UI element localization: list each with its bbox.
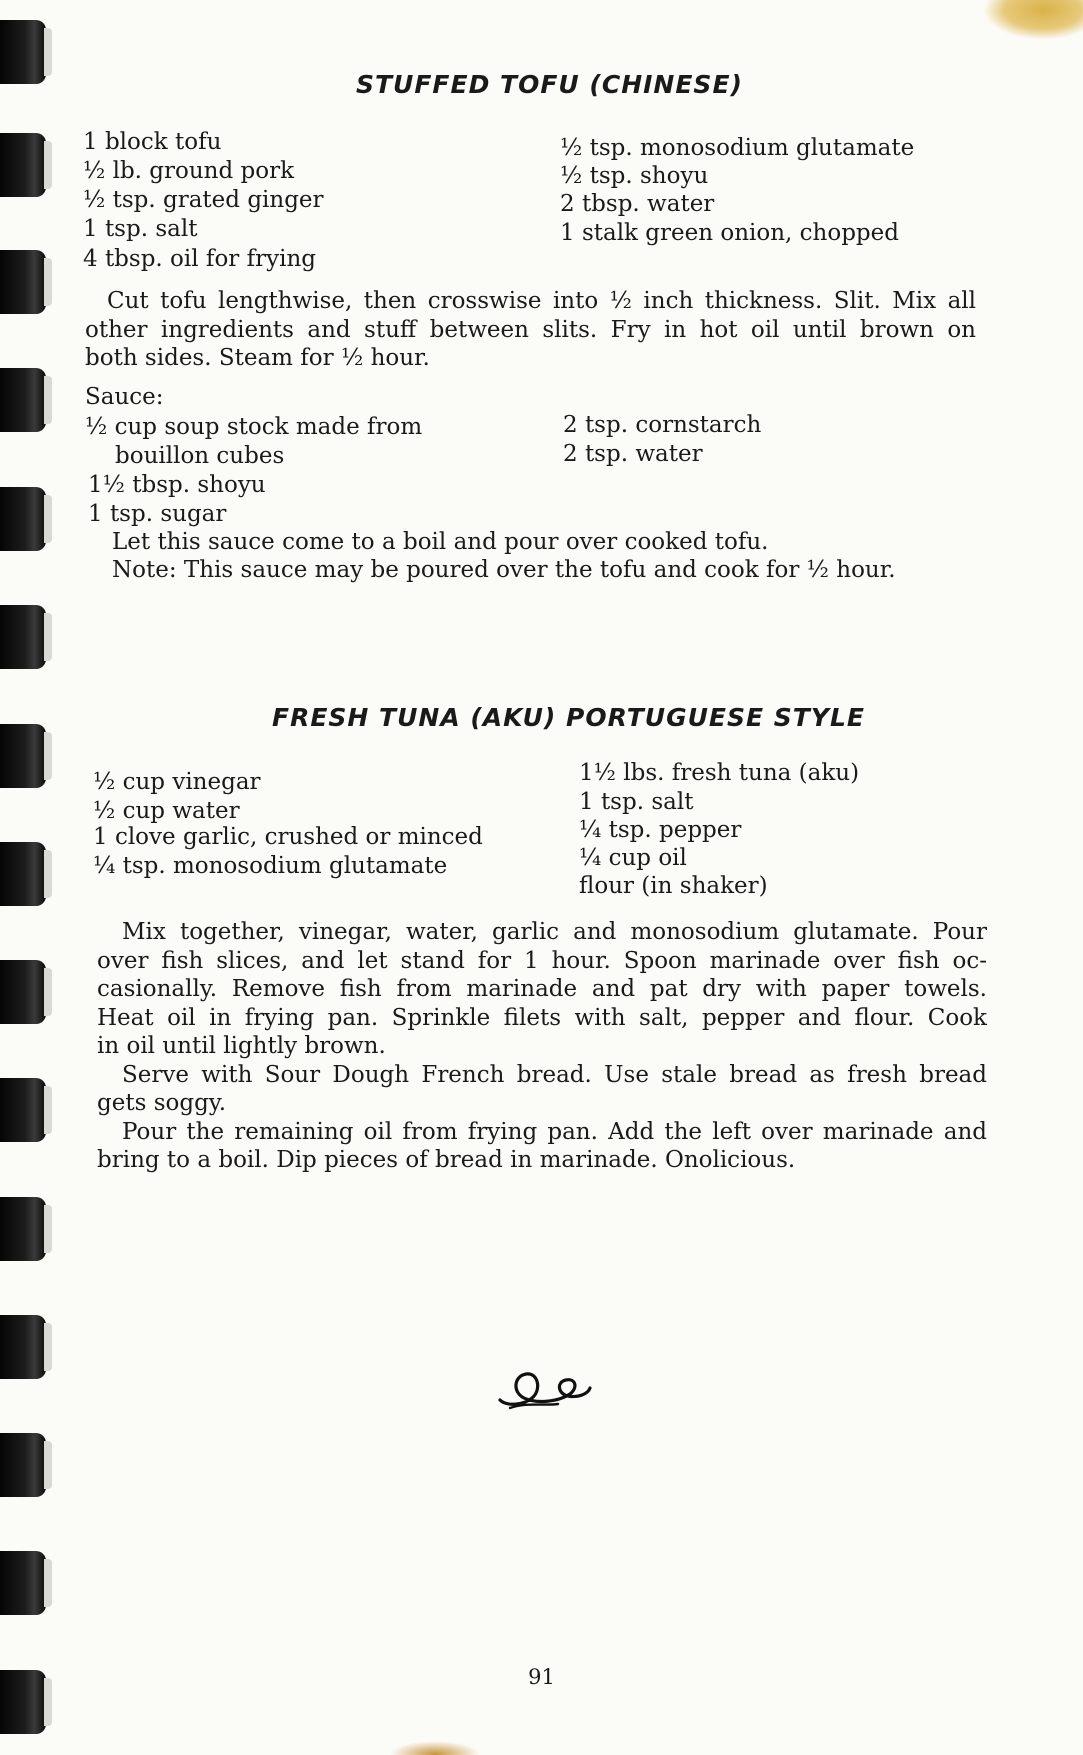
instruction-line: Pour the remaining oil from frying pan. Add the left over marinade and xyxy=(122,1118,987,1145)
ingredient: ½ lb. ground pork xyxy=(83,158,295,184)
recipe-instructions xyxy=(85,287,976,373)
binding-ring xyxy=(0,487,46,551)
sauce-ingredient: ½ cup soup stock made from xyxy=(85,414,423,440)
ingredient: ½ tsp. shoyu xyxy=(560,163,709,189)
instruction-line: both sides. Steam for ½ hour. xyxy=(85,345,430,371)
sauce-ingredient: 1½ tbsp. shoyu xyxy=(88,472,266,498)
instruction-line: Serve with Sour Dough French bread. Use stale bread as fresh bread xyxy=(122,1061,987,1088)
ingredient: ½ cup vinegar xyxy=(93,769,261,795)
binding-ring xyxy=(0,1315,46,1379)
binding-ring xyxy=(0,368,46,432)
sauce-ingredient: 1 tsp. sugar xyxy=(88,501,227,527)
sauce-label: Sauce: xyxy=(85,384,164,410)
instruction-line: casionally. Remove fish from marinade and pat dry with paper towels. xyxy=(97,976,987,1002)
binding-ring xyxy=(0,1433,46,1497)
page-stain xyxy=(390,1741,480,1755)
binding-ring xyxy=(0,20,46,84)
instruction-line: bring to a boil. Dip pieces of bread in marinade. Onolicious. xyxy=(97,1147,796,1173)
sauce-ingredient: bouillon cubes xyxy=(115,443,285,469)
instruction-line: over fish slices, and let stand for 1 hour. Spoon marinade over fish oc- xyxy=(97,947,987,974)
page-stain xyxy=(983,0,1083,40)
sauce-instruction: Let this sauce come to a boil and pour over cooked tofu. xyxy=(112,529,769,555)
ingredient: 1½ lbs. fresh tuna (aku) xyxy=(579,760,860,786)
binding-ring xyxy=(0,1197,46,1261)
page-number: 91 xyxy=(528,1665,555,1689)
ingredient: flour (in shaker) xyxy=(579,873,768,899)
instruction-line: Cut tofu lengthwise, then crosswise into ½ inch thickness. Slit. Mix all xyxy=(107,288,976,314)
binding-ring xyxy=(0,960,46,1024)
ingredient: 1 clove garlic, crushed or minced xyxy=(93,824,483,850)
ingredient: 4 tbsp. oil for frying xyxy=(83,246,316,272)
ingredient: 2 tbsp. water xyxy=(560,191,715,217)
binding-ring xyxy=(0,1551,46,1615)
recipe-title: STUFFED TOFU (CHINESE) xyxy=(356,70,743,99)
flourish-ornament-icon xyxy=(496,1362,596,1414)
binding-ring xyxy=(0,605,46,669)
ingredient: ¼ tsp. pepper xyxy=(579,817,742,843)
ingredient: 1 tsp. salt xyxy=(83,216,198,242)
instruction-line: other ingredients and stuff between slits. Fry in hot oil until brown on xyxy=(85,316,976,343)
ingredient: 1 block tofu xyxy=(83,129,222,155)
ingredient: ½ tsp. monosodium glutamate xyxy=(560,135,915,161)
binding-ring xyxy=(0,724,46,788)
binding-ring xyxy=(0,250,46,314)
spiral-binding xyxy=(0,0,60,1755)
instruction-line: gets soggy. xyxy=(97,1090,227,1116)
sauce-ingredient: 2 tsp. water xyxy=(563,441,703,467)
ingredient: ½ cup water xyxy=(93,798,240,824)
sauce-ingredient: 2 tsp. cornstarch xyxy=(563,412,762,438)
binding-ring xyxy=(0,133,46,197)
instruction-line: Heat oil in frying pan. Sprinkle filets with salt, pepper and flour. Cook xyxy=(97,1004,987,1031)
instruction-line: Mix together, vinegar, water, garlic and monosodium glutamate. Pour xyxy=(122,919,987,945)
instruction-line: in oil until lightly brown. xyxy=(97,1033,386,1059)
ingredient: ¼ cup oil xyxy=(579,845,687,871)
binding-ring xyxy=(0,1078,46,1142)
ingredient: ¼ tsp. monosodium glutamate xyxy=(93,853,448,879)
recipe-note: Note: This sauce may be poured over the tofu and cook for ½ hour. xyxy=(112,557,896,583)
binding-ring xyxy=(0,842,46,906)
ingredient: 1 tsp. salt xyxy=(579,789,694,815)
recipe-title: FRESH TUNA (AKU) PORTUGUESE STYLE xyxy=(272,703,865,732)
ingredient: 1 stalk green onion, chopped xyxy=(560,220,899,246)
recipe-instructions xyxy=(97,918,987,1175)
ingredient: ½ tsp. grated ginger xyxy=(83,187,324,213)
